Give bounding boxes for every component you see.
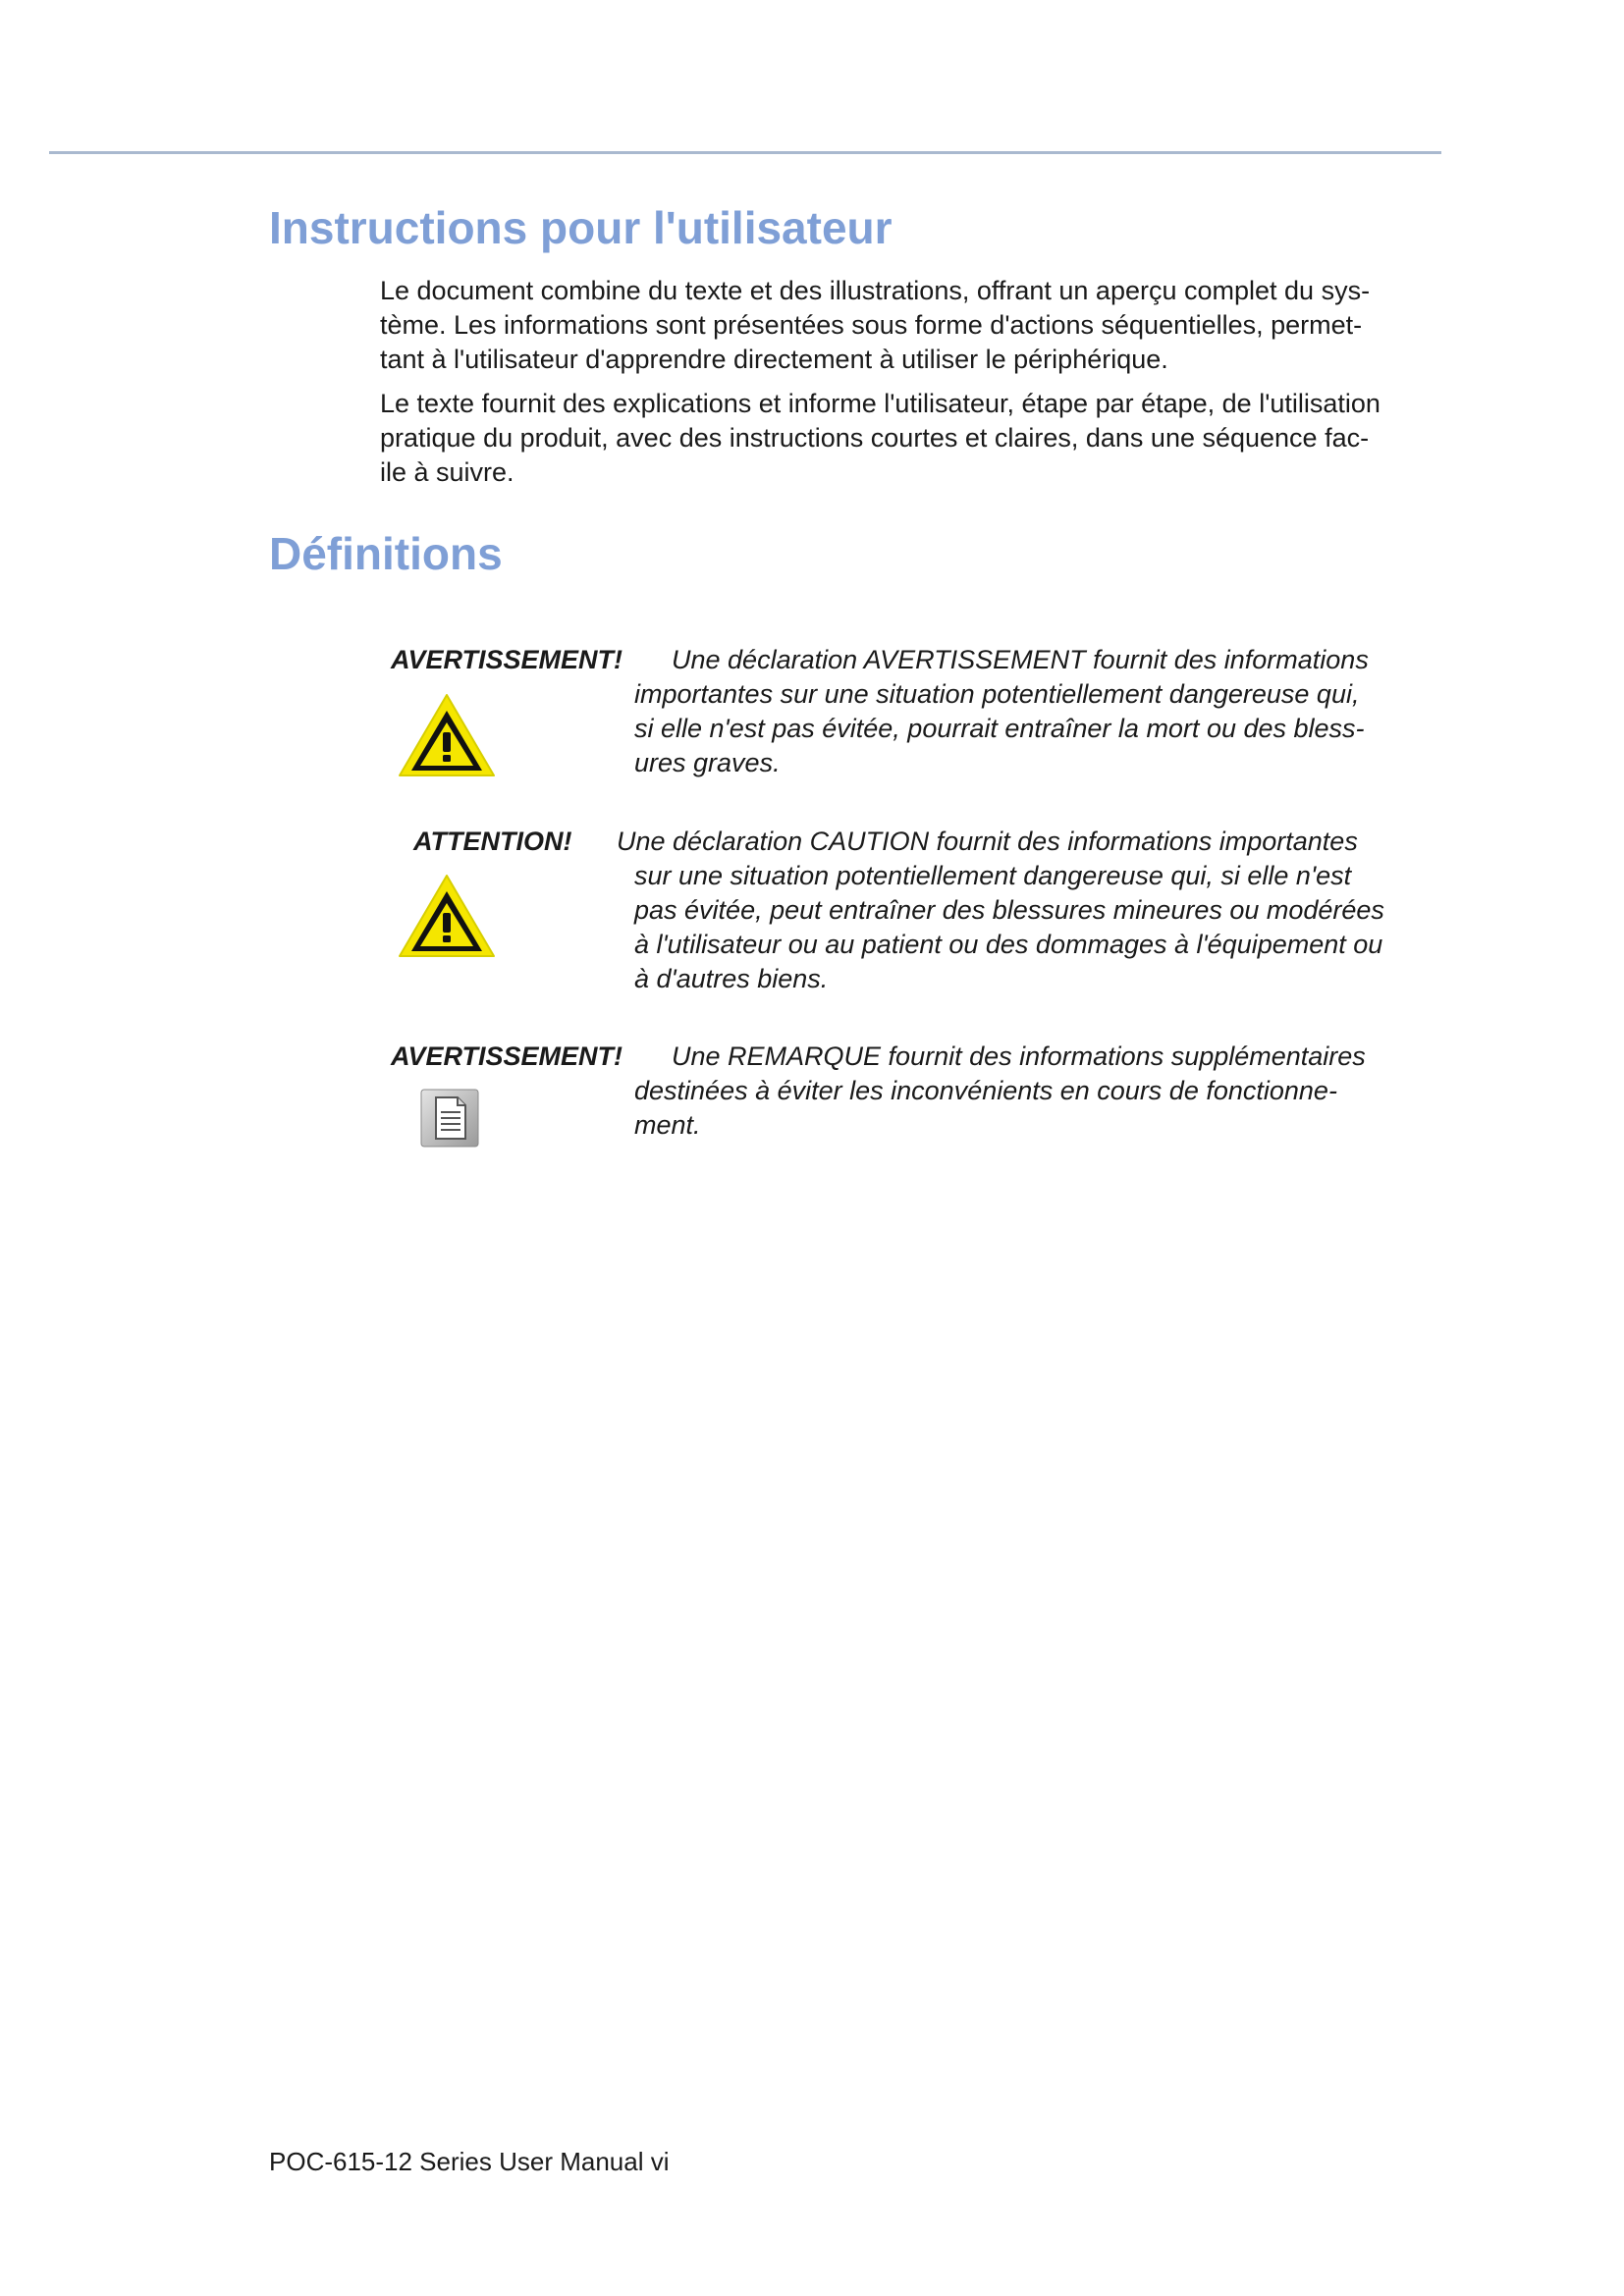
text-line: tant à l'utilisateur d'apprendre directement à utiliser le périphérique. — [380, 345, 1168, 374]
text-line: à d'autres biens. — [634, 964, 829, 993]
section-heading-instructions: Instructions pour l'utilisateur — [269, 202, 893, 253]
warning-first-line: Une déclaration AVERTISSEMENT fournit des informations — [672, 645, 1369, 674]
caution-text — [634, 859, 1384, 996]
text-line: pratique du produit, avec des instructions courtes et claires, dans une séquence fac- — [380, 423, 1370, 453]
page-footer: POC-615-12 Series User Manual vi — [269, 2147, 670, 2176]
caution-label: ATTENTION! — [413, 827, 572, 856]
caution-first-line: Une déclaration CAUTION fournit des informations importantes — [617, 827, 1358, 856]
text-line: destinées à éviter les inconvénients en cours de fonctionne- — [634, 1076, 1337, 1105]
caution-triangle-icon — [398, 874, 496, 958]
text-line: importantes sur une situation potentiellement dangereuse qui, — [634, 679, 1360, 709]
text-line: tème. Les informations sont présentées sous forme d'actions séquentielles, permet- — [380, 310, 1363, 340]
note-document-icon — [420, 1089, 479, 1148]
warning-triangle-icon — [398, 693, 496, 777]
text-line: à l'utilisateur ou au patient ou des dommages à l'équipement ou — [634, 930, 1383, 959]
warning-text — [634, 677, 1365, 780]
text-line: si elle n'est pas évitée, pourrait entraîner la mort ou des bless- — [634, 714, 1365, 743]
warning-label: AVERTISSEMENT! — [391, 645, 623, 674]
text-line: Le document combine du texte et des illustrations, offrant un aperçu complet du sys- — [380, 276, 1371, 305]
note-text — [634, 1074, 1337, 1143]
header-divider — [49, 151, 1441, 154]
text-line: ile à suivre. — [380, 457, 514, 487]
text-line: ment. — [634, 1110, 701, 1140]
text-line: ures graves. — [634, 748, 781, 777]
instructions-paragraph-1 — [380, 274, 1460, 377]
text-line: pas évitée, peut entraîner des blessures mineures ou modérées — [634, 895, 1384, 925]
text-line: sur une situation potentiellement dangereuse qui, si elle n'est — [634, 861, 1352, 890]
section-heading-definitions: Définitions — [269, 528, 503, 579]
text-line: Le texte fournit des explications et informe l'utilisateur, étape par étape, de l'utilisation — [380, 389, 1380, 418]
note-label: AVERTISSEMENT! — [391, 1041, 623, 1071]
instructions-paragraph-2 — [380, 387, 1460, 490]
note-first-line: Une REMARQUE fournit des informations supplémentaires — [672, 1041, 1366, 1071]
